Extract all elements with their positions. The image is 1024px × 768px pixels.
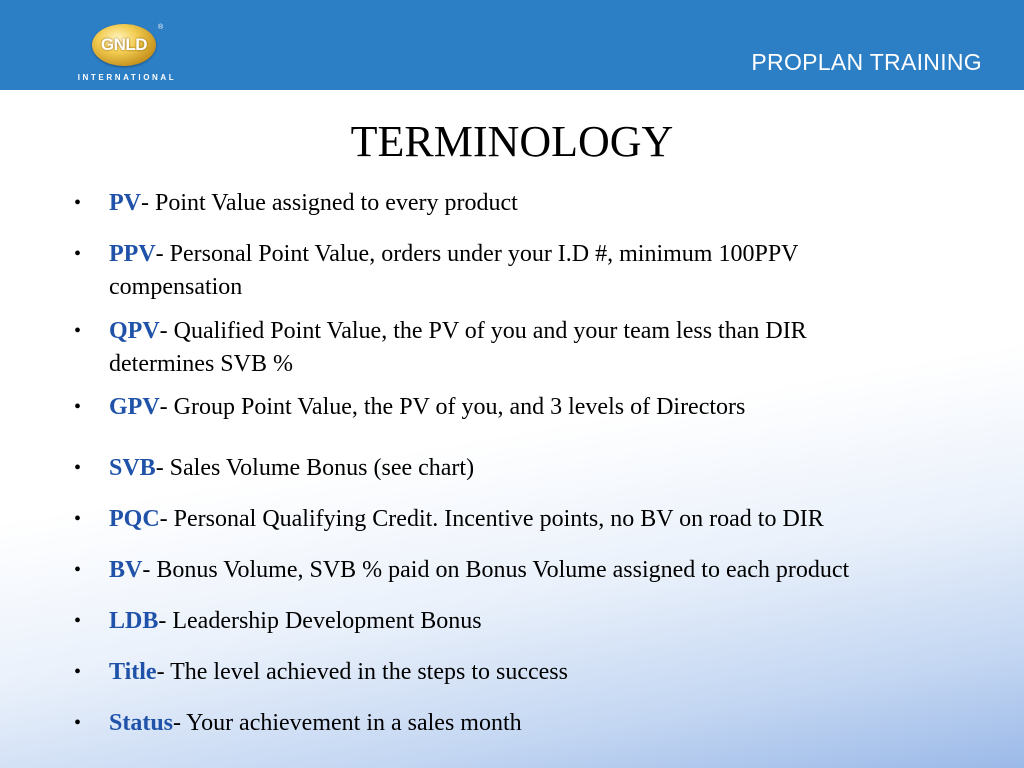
term-body xyxy=(109,187,1004,220)
proplan-training-label: PROPLAN TRAINING xyxy=(751,49,982,75)
term-body xyxy=(109,707,1004,740)
term-keyword: SVB xyxy=(109,455,156,481)
term-line-continued: compensation xyxy=(109,274,243,300)
bullet-icon: • xyxy=(74,457,82,479)
term-line xyxy=(109,238,1004,271)
bullet-icon: • xyxy=(74,396,82,418)
bullet-icon: • xyxy=(74,508,82,530)
term-definition: - Personal Point Value, orders under your I.D #, minimum 100PPV xyxy=(155,241,799,267)
term-keyword: GPV xyxy=(109,394,160,420)
term-definition: - Point Value assigned to every product xyxy=(141,190,518,216)
term-body xyxy=(109,315,1004,381)
term-keyword: PV xyxy=(109,190,141,216)
term-keyword: BV xyxy=(109,557,143,583)
gnld-logo-mark: GNLD xyxy=(100,35,148,54)
term-definition: - The level achieved in the steps to success xyxy=(156,659,568,685)
term-body xyxy=(109,391,1004,424)
bullet-icon: • xyxy=(74,559,82,581)
term-definition: - Qualified Point Value, the PV of you and your team less than DIR xyxy=(159,318,807,344)
term-keyword: Title xyxy=(109,659,157,685)
term-keyword: PPV xyxy=(109,241,156,267)
term-definition: - Personal Qualifying Credit. Incentive points, no BV on road to DIR xyxy=(159,506,824,532)
term-line-continued: determines SVB % xyxy=(109,351,293,377)
term-definition: - Bonus Volume, SVB % paid on Bonus Volume assigned to each product xyxy=(142,557,850,583)
term-body xyxy=(109,605,1004,638)
bullet-icon: • xyxy=(74,610,82,632)
bullet-icon: • xyxy=(74,192,82,214)
page-title: TERMINOLOGY xyxy=(350,117,674,166)
term-keyword: PQC xyxy=(109,506,160,532)
term-line xyxy=(109,315,1004,348)
bullet-icon: • xyxy=(74,661,82,683)
term-definition: - Leadership Development Bonus xyxy=(158,608,482,634)
term-body xyxy=(109,503,1004,536)
term-keyword: LDB xyxy=(109,608,159,634)
term-keyword: QPV xyxy=(109,318,160,344)
gnld-logo xyxy=(62,24,192,86)
registered-mark: ® xyxy=(158,24,164,31)
term-keyword: Status xyxy=(109,710,174,736)
term-definition: - Sales Volume Bonus (see chart) xyxy=(155,455,475,481)
term-body xyxy=(109,554,1004,587)
term-definition: - Your achievement in a sales month xyxy=(173,710,522,736)
term-body xyxy=(109,238,1004,304)
bullet-icon: • xyxy=(74,320,82,342)
term-definition: - Group Point Value, the PV of you, and 3 levels of Directors xyxy=(159,394,746,420)
term-body xyxy=(109,656,1004,689)
bullet-icon: • xyxy=(74,712,82,734)
header-banner xyxy=(0,0,1024,90)
term-body xyxy=(109,452,1004,485)
gnld-logo-subtitle: INTERNATIONAL xyxy=(77,73,177,82)
bullet-icon: • xyxy=(74,243,82,265)
